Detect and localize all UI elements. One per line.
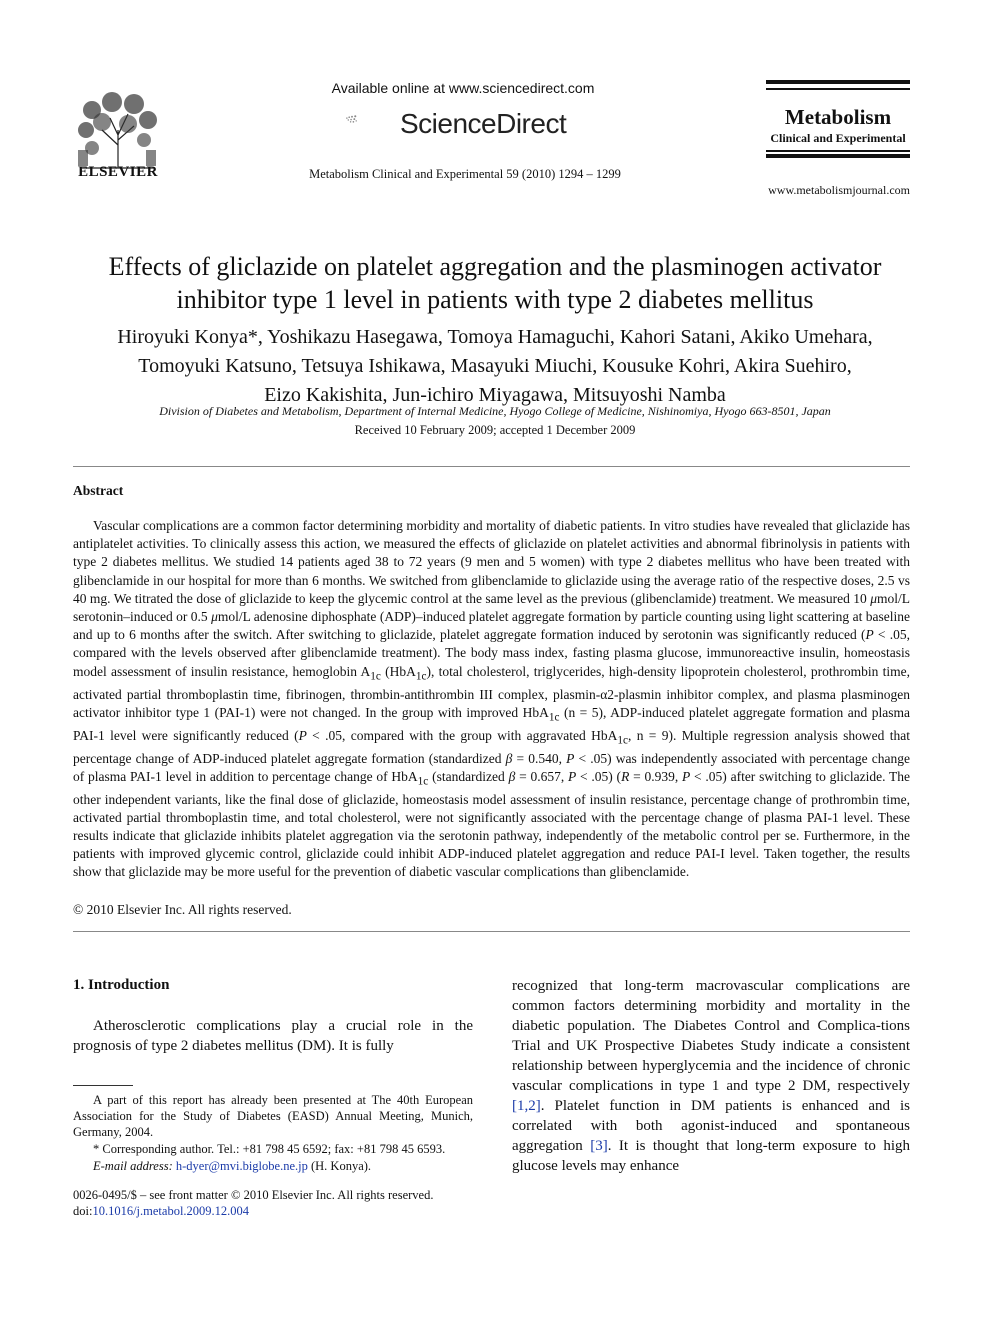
doi-link[interactable]: 10.1016/j.metabol.2009.12.004	[92, 1204, 250, 1218]
title-line: inhibitor type 1 level in patients with type 2 diabetes mellitus	[176, 285, 814, 314]
available-online-text[interactable]: Available online at www.sciencedirect.com	[331, 80, 595, 96]
footnote-email: E-mail address: h-dyer@mvi.biglobe.ne.jp (H. Konya).	[93, 1159, 372, 1173]
affiliation: Division of Diabetes and Metabolism, Department of Internal Medicine, Hyogo College of Medicine, Nishinomiya, Hyogo 663-8501, Japan	[159, 404, 831, 418]
article-title	[70, 250, 920, 316]
sciencedirect-dots-icon	[345, 100, 401, 140]
abstract-heading: Abstract	[73, 483, 124, 498]
intro-paragraph-left: Atherosclerotic complications play a crucial role in the prognosis of type 2 diabetes mellitus (DM). It is fully	[73, 1018, 473, 1054]
reference-link[interactable]: [1,2]	[512, 1098, 541, 1114]
journal-subtitle: Clinical and Experimental	[770, 131, 906, 145]
section-heading-introduction: 1. Introduction	[73, 977, 170, 993]
abstract-copyright: © 2010 Elsevier Inc. All rights reserved.	[73, 902, 292, 917]
sciencedirect-logo-text: ScienceDirect	[400, 108, 567, 139]
authors-line: Tomoyuki Katsuno, Tetsuya Ishikawa, Masayuki Miuchi, Kousuke Kohri, Akira Suehiro,	[138, 355, 852, 377]
masthead-rule	[766, 154, 910, 158]
abstract-text: Vascular complications are a common factor determining morbidity and mortality of diabetic patients. In vitro studies have revealed that gliclazide has antiplatelet activities. To clinically assess this action, we measured the effects of gliclazide on platelet activities and abnormal fibrinolysis in patients with type 2 diabetes mellitus. We studied 14 patients aged 38 to 72 years (9 men and 5 women) with type 2 diabetes mellitus who have been treated with glibenclamide in our hospital for more than 6 months. We switched from glibenclamide to gliclazide using the average ratio of the respective doses, 2.5 vs 40 mg. We titrated the dose of gliclazide to keep the glycemic control at the same level as the previous (glibenclamide) treatment. We measured 10 μmol/L serotonin–induced or 0.5 μmol/L adenosine diphosphate (ADP)–induced platelet aggregate formation by particle counting using light scattering at baseline and up to 6 months after the switch. After switching to gliclazide, platelet aggregate formation induced by serotonin was significantly reduced (P < .05, compared with the levels observed after glibenclamide treatment). The body mass index, fasting plasma glucose, immunoreactive insulin, homeostasis model assessment of insulin resistance, hemoglobin $A_{1c}$ (HbA$_{1c}$), total cholesterol, triglycerides, high-density lipoprotein cholesterol, prothrombin time, activated partial thromboplastin time, fibrinogen, thrombin-antithrombin III complex, plasmin-α2-plasmin inhibitor complex, and plasma plasminogen activator inhibitor type 1 (PAI-1) were not changed. In the group with improved HbA$_{1c}$ (n = 5), ADP-induced platelet aggregate formation and plasma PAI-1 level were significantly reduced (P < .05, compared with the group with aggravated HbA$_{1c}$, n = 9). Multiple regression analysis showed that percentage change of ADP-induced platelet aggregate formation (standardized β = 0.540, P < .05) was independently associated with percentage change of plasma PAI-1 level in addition to percentage change of HbA$_{1c}$ (standardized β = 0.657, P < .05) (R = 0.939, P < .05) after switching to gliclazide. The other independent variants, like the final dose of gliclazide, homeostasis model assessment of insulin resistance, percentage change of prothrombin time, activated partial thromboplastin time, and total cholesterol, were not significantly associated with the percentage change of plasma PAI-1 level. These results indicate that gliclazide inhibits platelet aggregation via the serotonin pathway, independently of the metabolic control per se. Furthermore, in the patients with improved glycemic control, gliclazide could inhibit ADP-induced platelet aggregation and reduce PAI-I level. Taken together, the results show that gliclazide may be more useful for the prevention of diabetic vascular complications than glibenclamide.	[73, 518, 911, 880]
publisher-name: ELSEVIER	[78, 164, 158, 180]
footnote-rule	[73, 1085, 133, 1086]
journal-name: Metabolism	[784, 105, 892, 129]
footnote-presentation: A part of this report has already been presented at The 40th European Association for the Study of Diabetes (EASD) Annual Meeting, Munich, Germany, 2004.	[73, 1093, 473, 1139]
doi-line: doi:10.1016/j.metabol.2009.12.004	[73, 1204, 250, 1218]
title-line: Effects of gliclazide on platelet aggregation and the plasminogen activator	[108, 252, 882, 281]
received-dates: Received 10 February 2009; accepted 1 December 2009	[354, 423, 636, 437]
masthead-rule	[766, 150, 910, 152]
authors-line: Eizo Kakishita, Jun-ichiro Miyagawa, Mitsuyoshi Namba	[264, 384, 726, 406]
authors-line: Hiroyuki Konya*, Yoshikazu Hasegawa, Tomoya Hamaguchi, Kahori Satani, Akiko Umehara,	[117, 326, 873, 348]
divider	[73, 466, 910, 467]
reference-link[interactable]: [3]	[590, 1138, 608, 1154]
intro-paragraph-right: recognized that long-term macrovascular complications are common factors determining morbidity and mortality in the diabetic population. The Diabetes Control and Complica-tions Trial and UK Prospective Diabetes Study indicate a consistent relationship between hyperglycemia and the incidence of chronic vascular complications in type 1 and type 2 DM, respectively [1,2]. Platelet function in DM patients is enhanced and is correlated with both agonist-induced and spontaneous aggregation [3]. It is thought that long-term exposure to high glucose levels may enhance	[512, 978, 910, 1174]
journal-url-link[interactable]: www.metabolismjournal.com	[768, 183, 910, 197]
issn-line: 0026-0495/$ – see front matter © 2010 Elsevier Inc. All rights reserved.	[73, 1188, 434, 1202]
masthead-rule	[766, 80, 910, 84]
footnote-corresponding-author: * Corresponding author. Tel.: +81 798 45 6592; fax: +81 798 45 6593.	[93, 1142, 446, 1156]
divider	[73, 931, 910, 932]
author-list	[70, 323, 920, 410]
email-link[interactable]: h-dyer@mvi.biglobe.ne.jp	[175, 1159, 308, 1173]
journal-citation: Metabolism Clinical and Experimental 59 (2010) 1294 – 1299	[309, 167, 621, 181]
masthead-rule	[766, 88, 910, 90]
